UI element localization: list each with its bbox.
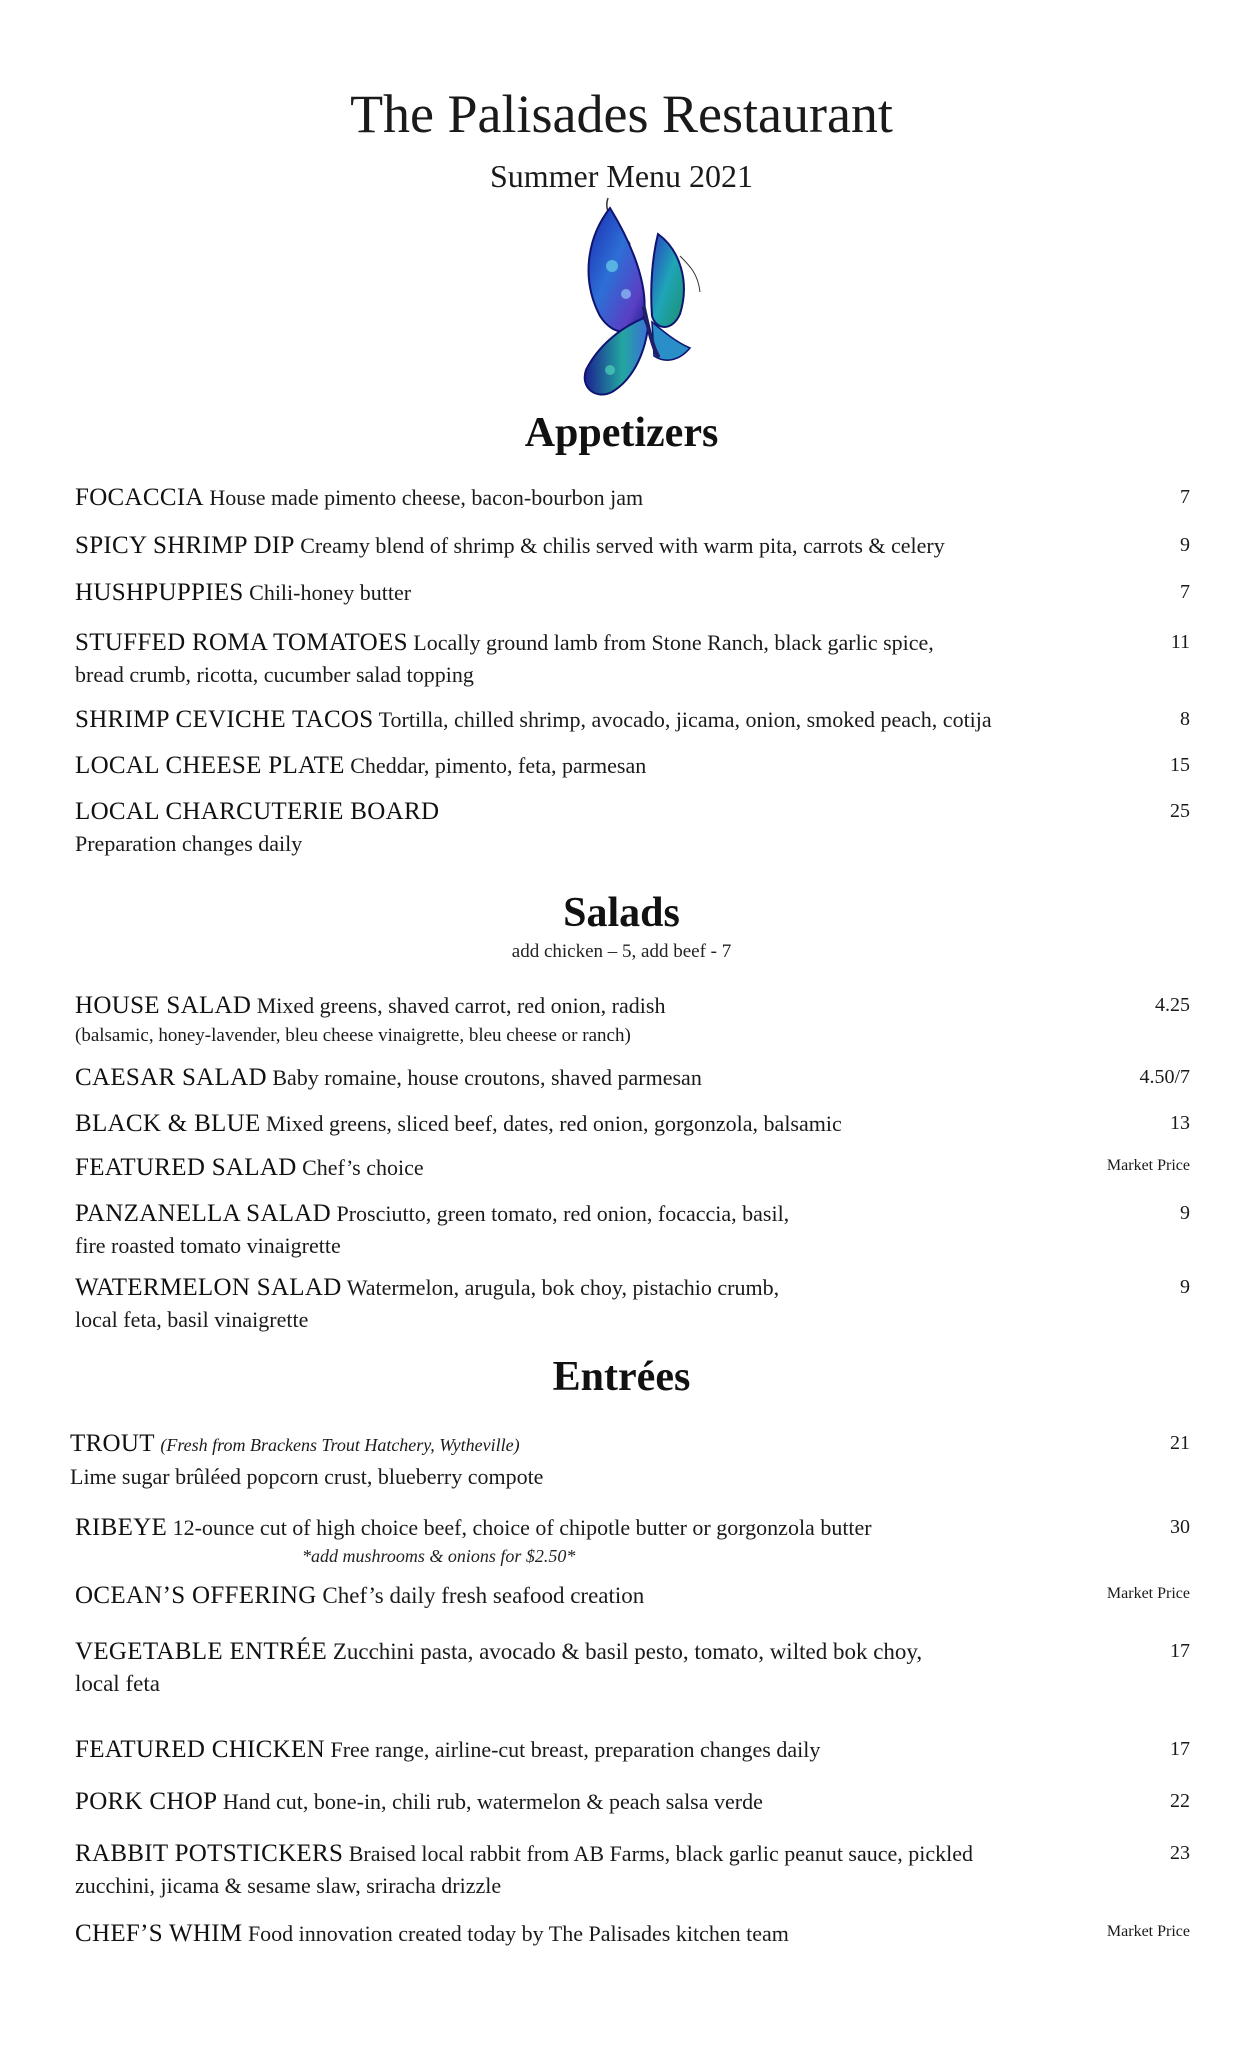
menu-item <box>75 1108 1190 1140</box>
menu-item <box>75 704 1190 736</box>
item-price: 4.50/7 <box>1139 1066 1190 1088</box>
item-addon-note: *add mushrooms & onions for $2.50* <box>302 1546 576 1566</box>
menu-item <box>75 1152 1190 1184</box>
item-price: Market Price <box>1106 1585 1190 1602</box>
item-price: 7 <box>1180 581 1190 603</box>
item-price: 7 <box>1180 486 1190 508</box>
item-name: CAESAR SALAD <box>75 1064 267 1091</box>
item-description: Prosciutto, green tomato, red onion, focaccia, basil, <box>336 1201 790 1226</box>
item-description-cont: local feta <box>75 1671 160 1696</box>
item-description-cont: fire roasted tomato vinaigrette <box>75 1233 341 1258</box>
item-price: 17 <box>1170 1738 1190 1760</box>
menu-item <box>75 1636 1190 1700</box>
item-name: HUSHPUPPIES <box>75 579 244 606</box>
item-price: 30 <box>1170 1516 1190 1538</box>
item-name: STUFFED ROMA TOMATOES <box>75 629 408 656</box>
item-price: 25 <box>1170 800 1190 822</box>
item-price: 13 <box>1170 1112 1190 1134</box>
menu-item <box>75 1580 1190 1612</box>
item-description-cont: bread crumb, ricotta, cucumber salad topping <box>75 662 474 687</box>
menu-item <box>75 1512 1190 1568</box>
menu-item <box>75 1786 1190 1818</box>
menu-item <box>75 1918 1190 1950</box>
item-description: Free range, airline-cut breast, preparation changes daily <box>330 1737 821 1762</box>
salads-heading: Salads <box>563 890 680 936</box>
menu-item <box>75 1198 1190 1262</box>
menu-item <box>75 1062 1190 1094</box>
item-price: 15 <box>1170 754 1190 776</box>
item-price: 9 <box>1180 1276 1190 1298</box>
menu-item <box>70 1428 1190 1493</box>
item-description: Lime sugar brûléed popcorn crust, blueberry compote <box>70 1464 544 1489</box>
item-description: Chef’s choice <box>302 1155 424 1180</box>
item-name: RABBIT POTSTICKERS <box>75 1840 344 1867</box>
item-description: Tortilla, chilled shrimp, avocado, jicama, onion, smoked peach, cotija <box>378 707 992 732</box>
item-description: Preparation changes daily <box>75 831 303 856</box>
salads-addon-note: add chicken – 5, add beef - 7 <box>511 941 732 962</box>
item-description: Cheddar, pimento, feta, parmesan <box>350 753 647 778</box>
item-price: 9 <box>1180 534 1190 556</box>
item-description-cont: local feta, basil vinaigrette <box>75 1307 309 1332</box>
item-price: 17 <box>1170 1640 1190 1662</box>
item-description: 12-ounce cut of high choice beef, choice of chipotle butter or gorgonzola butter <box>172 1515 872 1540</box>
menu-item <box>75 796 1190 860</box>
item-description: Braised local rabbit from AB Farms, black garlic peanut sauce, pickled <box>348 1841 974 1866</box>
item-description: Mixed greens, sliced beef, dates, red onion, gorgonzola, balsamic <box>266 1111 842 1136</box>
menu-item <box>75 530 1190 562</box>
item-description: Food innovation created today by The Palisades kitchen team <box>247 1921 789 1946</box>
menu-item <box>75 990 1190 1050</box>
item-description: Chef’s daily fresh seafood creation <box>322 1583 645 1608</box>
item-description: Baby romaine, house croutons, shaved parmesan <box>272 1065 702 1090</box>
item-description: Chili-honey butter <box>249 580 412 605</box>
item-dressing-options: (balsamic, honey-lavender, bleu cheese vinaigrette, bleu cheese or ranch) <box>75 1025 631 1046</box>
item-name: RIBEYE <box>75 1514 168 1541</box>
item-description: Creamy blend of shrimp & chilis served with warm pita, carrots & celery <box>300 533 945 558</box>
menu-item <box>75 1838 1190 1902</box>
item-description: Watermelon, arugula, bok choy, pistachio crumb, <box>346 1275 780 1300</box>
item-description: Hand cut, bone-in, chili rub, watermelon & peach salsa verde <box>222 1789 763 1814</box>
menu-item <box>75 577 1190 609</box>
menu-item <box>75 482 1190 514</box>
item-price: 23 <box>1170 1842 1190 1864</box>
menu-item <box>75 1734 1190 1766</box>
item-name: PANZANELLA SALAD <box>75 1200 331 1227</box>
item-name: VEGETABLE ENTRÉE <box>75 1638 328 1665</box>
item-name: TROUT <box>70 1430 155 1457</box>
appetizers-heading: Appetizers <box>524 410 719 456</box>
menu-item <box>75 1272 1190 1336</box>
menu-item <box>75 627 1190 691</box>
item-name: LOCAL CHARCUTERIE BOARD <box>75 798 440 825</box>
restaurant-title: The Palisades Restaurant <box>350 84 893 144</box>
item-name: WATERMELON SALAD <box>75 1274 342 1301</box>
item-name: FEATURED SALAD <box>75 1154 297 1181</box>
item-description: Mixed greens, shaved carrot, red onion, radish <box>256 993 666 1018</box>
item-description-cont: zucchini, jicama & sesame slaw, sriracha drizzle <box>75 1873 502 1898</box>
item-name: SPICY SHRIMP DIP <box>75 532 295 559</box>
item-name: SHRIMP CEVICHE TACOS <box>75 706 374 733</box>
item-price: 4.25 <box>1155 994 1190 1016</box>
item-name: CHEF’S WHIM <box>75 1920 243 1947</box>
item-name: LOCAL CHEESE PLATE <box>75 752 345 779</box>
item-description: Locally ground lamb from Stone Ranch, black garlic spice, <box>413 630 934 655</box>
item-price: 21 <box>1170 1432 1190 1454</box>
menu-subtitle: Summer Menu 2021 <box>489 158 754 194</box>
item-price: Market Price <box>1106 1923 1190 1940</box>
item-name: PORK CHOP <box>75 1788 218 1815</box>
item-name: OCEAN’S OFFERING <box>75 1582 317 1609</box>
item-price: 9 <box>1180 1202 1190 1224</box>
item-name: BLACK & BLUE <box>75 1110 261 1137</box>
item-description: Zucchini pasta, avocado & basil pesto, tomato, wilted bok choy, <box>332 1639 923 1664</box>
item-name: FOCACCIA <box>75 484 204 511</box>
butterfly-icon <box>540 196 720 402</box>
item-name: HOUSE SALAD <box>75 992 252 1019</box>
item-description: House made pimento cheese, bacon-bourbon jam <box>209 485 644 510</box>
item-price: 22 <box>1170 1790 1190 1812</box>
item-price: 11 <box>1170 631 1190 653</box>
item-name: FEATURED CHICKEN <box>75 1736 325 1763</box>
entrees-heading: Entrées <box>552 1354 691 1400</box>
item-price: 8 <box>1180 708 1190 730</box>
item-price: Market Price <box>1106 1157 1190 1174</box>
menu-item <box>75 750 1190 782</box>
item-source-note: (Fresh from Brackens Trout Hatchery, Wytheville) <box>160 1435 520 1455</box>
